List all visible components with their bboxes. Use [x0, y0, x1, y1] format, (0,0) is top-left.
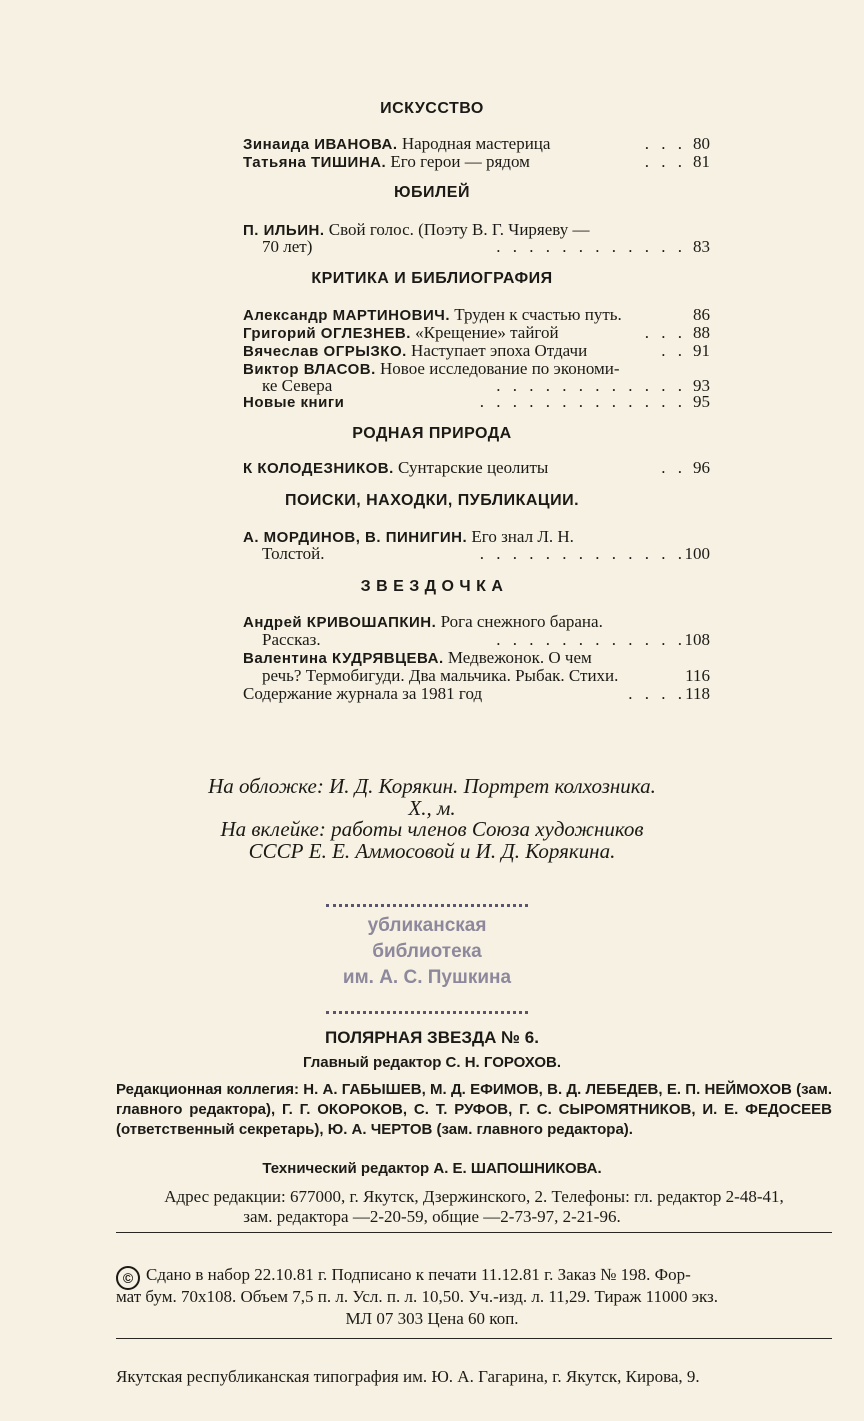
toc-page: 100 — [684, 544, 710, 563]
divider — [116, 1232, 832, 1233]
toc-entry-continuation — [262, 544, 710, 564]
toc-title: Его знал Л. Н. — [467, 527, 574, 546]
toc-leader: . . . . . . . . . . . . — [496, 376, 686, 395]
toc-page: 88 — [693, 323, 710, 342]
toc-leader: . . . . . . . . . . . . — [496, 237, 686, 256]
toc-title: Сунтарские цеолиты — [393, 458, 549, 477]
section-heading-jubilee: ЮБИЛЕЙ — [394, 184, 470, 201]
toc-entry — [243, 323, 710, 343]
toc-page: 93 — [693, 376, 710, 395]
toc-title: Новое исследование по экономи- — [375, 359, 620, 378]
stamp-line: библиотека — [372, 941, 482, 962]
toc-title-cont: Рассказ. — [262, 630, 321, 649]
toc-title-cont: речь? Термобигуди. Два мальчика. Рыбак. Стихи. — [262, 666, 619, 685]
toc-title: Медвежонок. О чем — [443, 648, 592, 667]
toc-leader: . . . . . . . . . . . . — [496, 630, 686, 649]
toc-page: 91 — [693, 341, 710, 360]
toc-entry-continuation — [262, 630, 710, 650]
toc-page: 95 — [693, 392, 710, 411]
toc-page: 81 — [693, 152, 710, 171]
toc-title-cont: Толстой. — [262, 544, 325, 563]
toc-author: Новые книги — [243, 394, 345, 411]
toc-leader: . . . . . . . . . . . . . — [479, 392, 686, 411]
toc-author: Виктор ВЛАСОВ. — [243, 361, 376, 378]
toc-title: Наступает эпоха Отдачи — [406, 341, 588, 360]
toc-entry — [243, 152, 710, 172]
toc-page: 96 — [693, 458, 710, 477]
toc-entry — [243, 341, 710, 361]
toc-title: Труден к счастью путь. — [450, 305, 622, 324]
toc-leader: . . — [661, 458, 686, 477]
toc-author: Александр МАРТИНОВИЧ. — [243, 307, 450, 324]
cover-note-line: На обложке: И. Д. Корякин. Портрет колхозника. — [208, 774, 656, 798]
toc-leader: . . . — [644, 323, 686, 342]
toc-author: Зинаида ИВАНОВА. — [243, 136, 398, 153]
toc-page: 108 — [684, 630, 710, 649]
library-stamp — [326, 904, 528, 1014]
toc-entry — [243, 134, 710, 154]
print-info-text: Сдано в набор 22.10.81 г. Подписано к печати 11.12.81 г. Заказ № 198. Фор- — [146, 1265, 691, 1284]
toc-title: Свой голос. (Поэту В. Г. Чиряеву — — [324, 220, 590, 239]
journal-issue: ПОЛЯРНАЯ ЗВЕЗДА № 6. — [325, 1028, 539, 1047]
print-info-line: мат бум. 70х108. Объем 7,5 п. л. Усл. п. л. 10,50. Уч.-изд. л. 11,29. Тираж 11000 экз. — [116, 1287, 719, 1306]
toc-entry — [243, 648, 710, 668]
toc-page: 80 — [693, 134, 710, 153]
toc-leader: . . . — [644, 152, 686, 171]
section-heading-star: З В Е З Д О Ч К А — [360, 578, 504, 595]
section-heading-nature: РОДНАЯ ПРИРОДА — [352, 425, 512, 442]
toc-author: Григорий ОГЛЕЗНЕВ. — [243, 325, 411, 342]
divider — [116, 1338, 832, 1339]
toc-title: Его герои — рядом — [386, 152, 530, 171]
toc-leader: . . . — [644, 134, 686, 153]
section-heading-criticism: КРИТИКА И БИБЛИОГРАФИЯ — [311, 270, 553, 287]
toc-leader: . . — [661, 341, 686, 360]
stamp-line: убликанская — [367, 915, 487, 936]
cover-note-line: Х., м. — [408, 796, 456, 820]
toc-author: Татьяна ТИШИНА. — [243, 154, 387, 171]
toc-page: 116 — [685, 666, 710, 685]
section-heading-search: ПОИСКИ, НАХОДКИ, ПУБЛИКАЦИИ. — [284, 492, 580, 509]
toc-entry — [243, 305, 710, 325]
chief-editor: Главный редактор С. Н. ГОРОХОВ. — [302, 1054, 562, 1071]
toc-entry-continuation — [262, 237, 710, 257]
cover-note-line: СССР Е. Е. Аммосовой и И. Д. Корякина. — [248, 839, 616, 863]
toc-author: А. МОРДИНОВ, В. ПИНИГИН. — [243, 529, 468, 546]
toc-title-cont: 70 лет) — [262, 237, 313, 256]
toc-title: «Крещение» тайгой — [410, 323, 559, 342]
section-heading-art: ИСКУССТВО — [380, 100, 484, 117]
technical-editor: Технический редактор А. Е. ШАПОШНИКОВА. — [262, 1160, 602, 1177]
toc-entry — [243, 684, 710, 704]
cover-note-line: На вклейке: работы членов Союза художников — [220, 817, 644, 841]
toc-entry — [243, 458, 710, 478]
toc-page: 86 — [693, 305, 710, 324]
address-line: зам. редактора —2-20-59, общие —2-73-97, 2-21-96. — [243, 1207, 621, 1226]
copyright-icon: © — [116, 1266, 140, 1290]
toc-title: Содержание журнала за 1981 год — [243, 684, 483, 703]
toc-entry — [243, 612, 710, 632]
toc-title: Рога снежного барана. — [436, 612, 603, 631]
stamp-line: им. А. С. Пушкина — [342, 967, 512, 988]
toc-leader: . . . . — [628, 684, 686, 703]
toc-title-cont: ке Севера — [262, 376, 333, 395]
editorial-board: Редакционная коллегия: Н. А. ГАБЫШЕВ, М. Д. ЕФИМОВ, В. Д. ЛЕБЕДЕВ, Е. П. НЕЙМОХОВ (зам. главного редактора), Г. Г. ОКОРОКОВ, С. Т. РУФОВ, Г. С. СЫРОМЯТНИКОВ, И. Е. ФЕДОСЕЕВ (ответственный секретарь), Ю. А. ЧЕРТОВ (зам. главного редактора). — [116, 1081, 832, 1138]
toc-title: Народная мастерица — [397, 134, 551, 153]
print-info-line: МЛ 07 303 Цена 60 коп. — [345, 1309, 519, 1328]
toc-author: К КОЛОДЕЗНИКОВ. — [243, 460, 394, 477]
printer-info: Якутская республиканская типография им. Ю. А. Гагарина, г. Якутск, Кирова, 9. — [116, 1367, 700, 1386]
toc-entry — [243, 392, 710, 412]
toc-author: Вячеслав ОГРЫЗКО. — [243, 343, 407, 360]
toc-author: П. ИЛЬИН. — [243, 222, 325, 239]
address-line: Адрес редакции: 677000, г. Якутск, Дзержинского, 2. Телефоны: гл. редактор 2-48-41, — [164, 1187, 784, 1206]
toc-page: 83 — [693, 237, 710, 256]
toc-author: Валентина КУДРЯВЦЕВА. — [243, 650, 444, 667]
toc-entry-continuation — [262, 666, 710, 686]
toc-page: 118 — [685, 684, 710, 703]
toc-author: Андрей КРИВОШАПКИН. — [243, 614, 437, 631]
toc-leader: . . . . . . . . . . . . . — [479, 544, 686, 563]
